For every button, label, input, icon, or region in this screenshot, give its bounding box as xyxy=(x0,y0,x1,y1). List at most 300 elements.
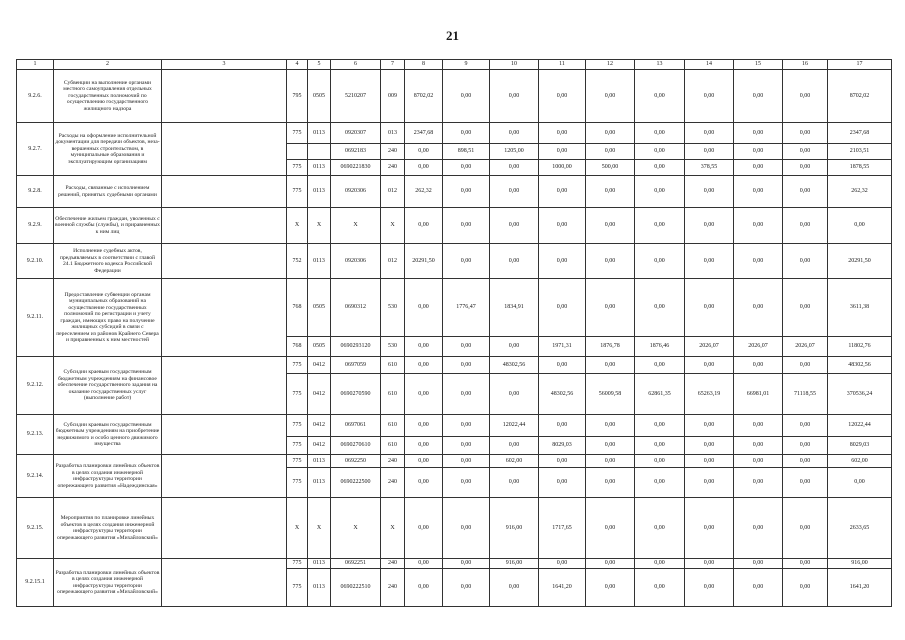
table-cell: 0,00 xyxy=(734,176,783,208)
row-number: 9.2.10. xyxy=(17,244,54,279)
table-cell: 0,00 xyxy=(734,415,783,437)
table-cell: 0,00 xyxy=(405,498,443,559)
table-cell: 0,00 xyxy=(443,498,490,559)
table-cell: 0,00 xyxy=(734,144,783,160)
table-cell: 0,00 xyxy=(734,498,783,559)
table-cell: 610 xyxy=(381,374,405,415)
row-description: Предоставление субвенции органам муниципальных образований на осуществление государственных полномочий по регистрации и учету граждан, имеющих право на получение жилищных субсидий в связи с переселением из районов Крайнего Севера и приравненных к ним местностей xyxy=(54,279,162,357)
row-description: Расходы, связанные с исполнением решений, принятых судебными органами xyxy=(54,176,162,208)
table-cell: 0,00 xyxy=(685,244,734,279)
table-cell: Х xyxy=(308,498,331,559)
table-cell: 65263,19 xyxy=(685,374,734,415)
table-cell: 775 xyxy=(287,559,308,569)
table-row xyxy=(17,559,892,569)
table-cell: 8702,02 xyxy=(828,70,892,123)
table-cell: 775 xyxy=(287,123,308,144)
table-cell: 0,00 xyxy=(635,160,685,176)
table-row xyxy=(17,123,892,144)
table-cell: 0,00 xyxy=(635,176,685,208)
table-row xyxy=(17,279,892,337)
table-cell: 0,00 xyxy=(635,415,685,437)
table-cell: 240 xyxy=(381,559,405,569)
column-header: 3 xyxy=(162,60,287,70)
table-cell: 0412 xyxy=(308,437,331,455)
table-cell: 0,00 xyxy=(539,208,586,244)
table-cell: 20291,50 xyxy=(405,244,443,279)
table-cell: 0,00 xyxy=(443,374,490,415)
table-cell: 0,00 xyxy=(685,569,734,607)
table-cell: 0,00 xyxy=(734,569,783,607)
table-cell: 0,00 xyxy=(685,498,734,559)
table-cell: 0,00 xyxy=(443,160,490,176)
row-description: Обеспечение жильем граждан, уволенных с военной службы (службы), и приравненных к ним лиц xyxy=(54,208,162,244)
table-cell: 0113 xyxy=(308,569,331,607)
table-cell: 0,00 xyxy=(783,357,828,374)
table-cell: 0,00 xyxy=(685,468,734,498)
table-cell: Х xyxy=(331,208,381,244)
table-cell: 8029,03 xyxy=(828,437,892,455)
empty-cell xyxy=(162,123,287,176)
table-row xyxy=(17,415,892,437)
table-cell: 0,00 xyxy=(405,357,443,374)
table-cell: 0,00 xyxy=(443,357,490,374)
table-cell: 8702,02 xyxy=(405,70,443,123)
table-cell: 2633,65 xyxy=(828,498,892,559)
table-cell: 775 xyxy=(287,437,308,455)
table-body xyxy=(17,60,892,607)
table-cell: 262,32 xyxy=(828,176,892,208)
table-cell: 916,00 xyxy=(828,559,892,569)
column-header: 5 xyxy=(308,60,331,70)
table-cell: 2026,07 xyxy=(783,337,828,357)
table-cell: 0,00 xyxy=(586,559,635,569)
table-cell: 0,00 xyxy=(539,176,586,208)
table-cell: 0690293120 xyxy=(331,337,381,357)
table-cell: 530 xyxy=(381,337,405,357)
table-cell: 0,00 xyxy=(490,70,539,123)
table-cell: 0113 xyxy=(308,123,331,144)
table-cell: 602,00 xyxy=(490,455,539,468)
table-cell: 602,00 xyxy=(828,455,892,468)
row-description: Субвенции на выполнение органами местного самоуправления отдельных государственных полномочий по осуществлению государственного жилищного надзора xyxy=(54,70,162,123)
table-cell: 0,00 xyxy=(685,357,734,374)
table-cell: 0,00 xyxy=(490,437,539,455)
table-cell: 0,00 xyxy=(586,455,635,468)
table-cell: 0,00 xyxy=(405,415,443,437)
table-cell: 0505 xyxy=(308,279,331,337)
table-cell: 0,00 xyxy=(635,208,685,244)
table-cell: 0,00 xyxy=(635,468,685,498)
column-header: 8 xyxy=(405,60,443,70)
table-cell: 0,00 xyxy=(405,559,443,569)
table-cell: 0,00 xyxy=(734,279,783,337)
table-cell: 1971,31 xyxy=(539,337,586,357)
empty-cell xyxy=(162,244,287,279)
table-cell: 1000,00 xyxy=(539,160,586,176)
table-cell: 775 xyxy=(287,569,308,607)
table-cell: 0,00 xyxy=(828,208,892,244)
table-cell: 11802,76 xyxy=(828,337,892,357)
table-cell: 370536,24 xyxy=(828,374,892,415)
table-cell: 5210207 xyxy=(331,70,381,123)
table-cell: 0,00 xyxy=(783,569,828,607)
budget-table xyxy=(16,59,892,607)
table-cell: 0,00 xyxy=(490,208,539,244)
table-cell: 775 xyxy=(287,374,308,415)
table-cell: 0,00 xyxy=(443,70,490,123)
table-cell: 610 xyxy=(381,437,405,455)
table-cell: 0690221830 xyxy=(331,160,381,176)
table-cell: 0692250 xyxy=(331,455,381,468)
table-cell: 0,00 xyxy=(783,468,828,498)
table-row xyxy=(17,70,892,123)
table-cell: 0,00 xyxy=(490,244,539,279)
table-cell: 500,00 xyxy=(586,160,635,176)
table-cell: 378,55 xyxy=(685,160,734,176)
table-cell: 0,00 xyxy=(734,437,783,455)
table-cell: 0690222510 xyxy=(331,569,381,607)
table-cell: 0,00 xyxy=(539,244,586,279)
table-cell: 240 xyxy=(381,468,405,498)
table-cell: 1876,78 xyxy=(586,337,635,357)
column-header: 17 xyxy=(828,60,892,70)
table-cell: 0,00 xyxy=(685,437,734,455)
table-cell: 262,32 xyxy=(405,176,443,208)
row-number: 9.2.13. xyxy=(17,415,54,455)
row-description: Субсидии краевым государственным бюджетным учреждениям на приобретение недвижимого и особо ценного движимого имущества xyxy=(54,415,162,455)
empty-cell xyxy=(162,208,287,244)
column-header: 4 xyxy=(287,60,308,70)
table-cell: 0,00 xyxy=(586,437,635,455)
table-row xyxy=(17,455,892,468)
empty-cell xyxy=(162,357,287,415)
empty-cell xyxy=(162,415,287,455)
row-description: Расходы на оформление исполнительной документации для передачи объектов, незавершенных строительством, в муниципальные образования и эксплуатирующим организациям xyxy=(54,123,162,176)
table-cell: 0,00 xyxy=(586,208,635,244)
table-cell: 56009,58 xyxy=(586,374,635,415)
table-cell: 0,00 xyxy=(586,144,635,160)
column-header: 13 xyxy=(635,60,685,70)
table-cell: 775 xyxy=(287,468,308,498)
table-cell: 1641,20 xyxy=(539,569,586,607)
row-description: Разработка планировки линейных объектов в целях создания инженерной инфраструктуры территории опережающего развития «Надеждинская» xyxy=(54,455,162,498)
table-cell: 916,00 xyxy=(490,559,539,569)
table-cell: Х xyxy=(308,208,331,244)
empty-cell xyxy=(162,70,287,123)
table-cell: 0690312 xyxy=(331,279,381,337)
table-cell: 48302,56 xyxy=(539,374,586,415)
table-cell: 0,00 xyxy=(405,144,443,160)
table-cell: 0,00 xyxy=(734,559,783,569)
table-cell: 1205,00 xyxy=(490,144,539,160)
table-cell: 0,00 xyxy=(685,559,734,569)
table-cell: 2026,07 xyxy=(685,337,734,357)
table-cell: 0,00 xyxy=(586,279,635,337)
table-cell: 0692183 xyxy=(331,144,381,160)
table-cell: Х xyxy=(381,208,405,244)
table-cell: 0,00 xyxy=(734,357,783,374)
table-cell: 0,00 xyxy=(685,176,734,208)
table-cell: 0697059 xyxy=(331,357,381,374)
table-cell: 2347,68 xyxy=(828,123,892,144)
table-cell: 0,00 xyxy=(405,208,443,244)
table-cell: 0,00 xyxy=(734,160,783,176)
row-number: 9.2.8. xyxy=(17,176,54,208)
table-cell: 775 xyxy=(287,160,308,176)
table-cell: 0113 xyxy=(308,160,331,176)
table-cell: 0,00 xyxy=(734,70,783,123)
empty-cell xyxy=(162,455,287,498)
table-cell: 0505 xyxy=(308,337,331,357)
table-cell: 0,00 xyxy=(635,70,685,123)
table-cell: 240 xyxy=(381,455,405,468)
table-cell: 0113 xyxy=(308,468,331,498)
table-cell: 2347,68 xyxy=(405,123,443,144)
table-cell: 768 xyxy=(287,337,308,357)
table-row xyxy=(17,208,892,244)
table-cell: 0,00 xyxy=(539,468,586,498)
column-header: 9 xyxy=(443,60,490,70)
table-cell: 775 xyxy=(287,455,308,468)
table-cell: 0,00 xyxy=(490,123,539,144)
table-cell: 1717,65 xyxy=(539,498,586,559)
table-row xyxy=(17,498,892,559)
table-cell: 0,00 xyxy=(490,569,539,607)
column-header: 10 xyxy=(490,60,539,70)
table-cell: 0,00 xyxy=(405,455,443,468)
table-cell: 610 xyxy=(381,415,405,437)
table-cell: 0,00 xyxy=(539,415,586,437)
table-cell: 240 xyxy=(381,160,405,176)
table-cell: 0,00 xyxy=(586,569,635,607)
table-cell: 0,00 xyxy=(539,279,586,337)
empty-cell xyxy=(162,498,287,559)
table-cell: 240 xyxy=(381,144,405,160)
table-cell: 0,00 xyxy=(443,559,490,569)
table-cell: 0,00 xyxy=(443,437,490,455)
table-cell: 530 xyxy=(381,279,405,337)
table-cell: 012 xyxy=(381,244,405,279)
table-cell: 0690222500 xyxy=(331,468,381,498)
column-header: 15 xyxy=(734,60,783,70)
table-cell: 0,00 xyxy=(405,160,443,176)
table-cell: 916,00 xyxy=(490,498,539,559)
table-cell: 0,00 xyxy=(539,70,586,123)
table-cell: 0,00 xyxy=(783,498,828,559)
table-cell: 795 xyxy=(287,70,308,123)
table-cell: Х xyxy=(381,498,405,559)
header-row xyxy=(17,60,892,70)
table-cell: 0,00 xyxy=(539,455,586,468)
table-cell: 1776,47 xyxy=(443,279,490,337)
table-cell: 0,00 xyxy=(734,244,783,279)
table-cell: 1876,46 xyxy=(635,337,685,357)
table-cell: 0,00 xyxy=(783,455,828,468)
table-cell xyxy=(287,144,308,160)
row-number: 9.2.12. xyxy=(17,357,54,415)
column-header: 2 xyxy=(54,60,162,70)
table-cell: 0,00 xyxy=(586,498,635,559)
column-header: 6 xyxy=(331,60,381,70)
table-cell: 0,00 xyxy=(783,70,828,123)
table-cell: 0692251 xyxy=(331,559,381,569)
table-cell: 62861,35 xyxy=(635,374,685,415)
table-row xyxy=(17,357,892,374)
table-cell: 0690270590 xyxy=(331,374,381,415)
table-cell: 0690270610 xyxy=(331,437,381,455)
table-cell: 20291,50 xyxy=(828,244,892,279)
column-header: 16 xyxy=(783,60,828,70)
table-cell: Х xyxy=(331,498,381,559)
table-cell: 0,00 xyxy=(635,144,685,160)
table-cell: Х xyxy=(287,208,308,244)
table-cell: 0,00 xyxy=(734,123,783,144)
table-cell: 0,00 xyxy=(443,455,490,468)
column-header: 14 xyxy=(685,60,734,70)
table-cell: 0,00 xyxy=(586,357,635,374)
table-cell xyxy=(308,144,331,160)
table-cell: 0113 xyxy=(308,244,331,279)
table-cell: 0,00 xyxy=(539,123,586,144)
table-cell: 0,00 xyxy=(405,569,443,607)
column-header: 1 xyxy=(17,60,54,70)
table-cell: 66981,01 xyxy=(734,374,783,415)
table-cell: 0920306 xyxy=(331,244,381,279)
table-cell: 0,00 xyxy=(490,176,539,208)
table-cell: 12022,44 xyxy=(828,415,892,437)
table-cell: 0,00 xyxy=(443,244,490,279)
page-number: 21 xyxy=(446,28,459,43)
row-description: Субсидии краевым государственным бюджетным учреждениям на финансовое обеспечение государственного задания на оказание государственных услуг (выполнение работ) xyxy=(54,357,162,415)
column-header: 7 xyxy=(381,60,405,70)
table-cell: 0,00 xyxy=(443,208,490,244)
table-cell: 775 xyxy=(287,357,308,374)
table-cell: 0,00 xyxy=(586,468,635,498)
table-cell: 0412 xyxy=(308,374,331,415)
row-description: Мероприятия по планировке линейных объектов в целях создания инженерной инфраструктуры территории опережающего развития «Михайловский» xyxy=(54,498,162,559)
table-cell: 48302,56 xyxy=(828,357,892,374)
table-cell: 0,00 xyxy=(635,123,685,144)
row-number: 9.2.15.1 xyxy=(17,559,54,607)
table-cell: 0,00 xyxy=(405,279,443,337)
table-cell: 0,00 xyxy=(635,455,685,468)
table-cell: 0,00 xyxy=(405,437,443,455)
table-cell: 898,51 xyxy=(443,144,490,160)
empty-cell xyxy=(162,279,287,357)
table-cell: 0,00 xyxy=(783,208,828,244)
row-number: 9.2.11. xyxy=(17,279,54,357)
table-cell: 0920306 xyxy=(331,176,381,208)
table-cell: 0,00 xyxy=(490,374,539,415)
table-cell: 0,00 xyxy=(539,559,586,569)
table-cell: 0,00 xyxy=(783,160,828,176)
table-cell: 775 xyxy=(287,415,308,437)
table-cell: 0697061 xyxy=(331,415,381,437)
empty-cell xyxy=(162,559,287,607)
table-cell: 0,00 xyxy=(783,176,828,208)
table-cell: 0,00 xyxy=(405,468,443,498)
table-cell: 768 xyxy=(287,279,308,337)
table-cell: 0,00 xyxy=(490,160,539,176)
table-cell: 240 xyxy=(381,569,405,607)
table-cell: 0,00 xyxy=(405,337,443,357)
row-number: 9.2.7. xyxy=(17,123,54,176)
table-cell: 0,00 xyxy=(586,70,635,123)
table-cell: 610 xyxy=(381,357,405,374)
table-cell: 0,00 xyxy=(443,468,490,498)
table-cell: 0,00 xyxy=(783,279,828,337)
table-cell: 0,00 xyxy=(490,468,539,498)
table-cell: 71118,55 xyxy=(783,374,828,415)
table-cell: 0,00 xyxy=(685,144,734,160)
table-cell: 0,00 xyxy=(635,357,685,374)
table-cell: 752 xyxy=(287,244,308,279)
table-cell: 12022,44 xyxy=(490,415,539,437)
table-cell: 0,00 xyxy=(586,123,635,144)
table-cell: 012 xyxy=(381,176,405,208)
table-cell: 775 xyxy=(287,176,308,208)
table-cell: 0113 xyxy=(308,559,331,569)
table-cell: 0,00 xyxy=(635,569,685,607)
table-cell: 0,00 xyxy=(490,337,539,357)
table-cell: 0920307 xyxy=(331,123,381,144)
row-number: 9.2.9. xyxy=(17,208,54,244)
table-row xyxy=(17,176,892,208)
table-cell: 0,00 xyxy=(443,569,490,607)
table-cell: 0,00 xyxy=(685,415,734,437)
table-cell: 013 xyxy=(381,123,405,144)
table-cell: 1834,91 xyxy=(490,279,539,337)
table-cell: 0505 xyxy=(308,70,331,123)
table-cell: 0,00 xyxy=(443,415,490,437)
table-cell: 0,00 xyxy=(783,559,828,569)
table-cell: 8029,03 xyxy=(539,437,586,455)
table-cell: 0,00 xyxy=(635,437,685,455)
table-cell: 0,00 xyxy=(586,415,635,437)
row-number: 9.2.14. xyxy=(17,455,54,498)
row-description: Исполнение судебных актов, предъявляемых в соответствии с главой 24.1 Бюджетного кодекса Российской Федерации xyxy=(54,244,162,279)
table-row xyxy=(17,244,892,279)
table-cell: 2026,07 xyxy=(734,337,783,357)
table-cell: 0,00 xyxy=(443,176,490,208)
table-cell: 0,00 xyxy=(783,437,828,455)
row-description: Разработка планировки линейных объектов в целях создания инженерной инфраструктуры территории опережающего развития «Михайловский» xyxy=(54,559,162,607)
table-cell: 0,00 xyxy=(783,144,828,160)
table-cell: 0,00 xyxy=(539,144,586,160)
table-cell: 0,00 xyxy=(635,279,685,337)
table-cell: 0,00 xyxy=(635,559,685,569)
table-cell: 0,00 xyxy=(405,374,443,415)
empty-cell xyxy=(162,176,287,208)
table-cell: 0,00 xyxy=(783,415,828,437)
table-cell: 0,00 xyxy=(828,468,892,498)
table-cell: 0,00 xyxy=(685,70,734,123)
table-cell: 0,00 xyxy=(783,244,828,279)
table-cell: 0,00 xyxy=(685,208,734,244)
table-cell: 0,00 xyxy=(734,208,783,244)
table-cell: 1878,55 xyxy=(828,160,892,176)
table-cell: 0,00 xyxy=(635,498,685,559)
table-cell: 0113 xyxy=(308,455,331,468)
table-cell: 48302,56 xyxy=(490,357,539,374)
table-cell: 0,00 xyxy=(685,455,734,468)
table-cell: 0113 xyxy=(308,176,331,208)
table-cell: 3611,38 xyxy=(828,279,892,337)
table-cell: 0,00 xyxy=(443,337,490,357)
table-cell: 0,00 xyxy=(586,244,635,279)
table-cell: 0,00 xyxy=(635,244,685,279)
table-cell: 0,00 xyxy=(734,468,783,498)
